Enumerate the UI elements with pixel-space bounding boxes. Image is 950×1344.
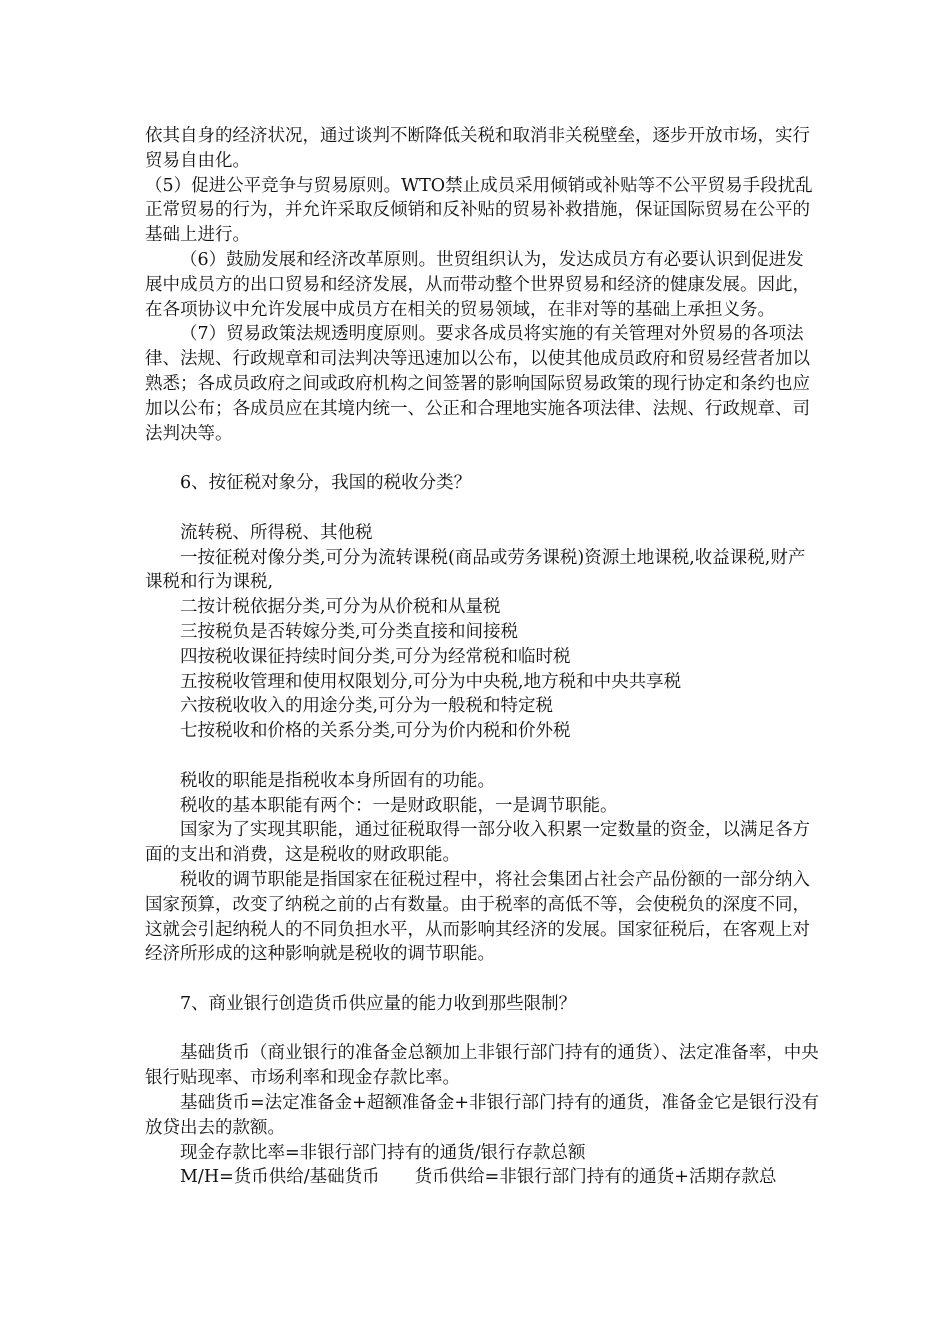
answer-6-item-5: 五按税收管理和使用权限划分,可分为中央税,地方税和中央共享税 [180,671,682,692]
question-6-heading: 6、按征税对象分，我国的税收分类？ [180,473,472,494]
answer-6-item-7: 七按税收和价格的关系分类,可分为价内税和价外税 [180,721,571,742]
question-7-heading: 7、商业银行创造货币供应量的能力收到那些限制？ [180,993,577,1014]
answer-6-item-4: 四按税收课征持续时间分类,可分为经常税和临时税 [180,646,571,667]
spacer [145,496,821,521]
answer-7-money-multiplier: M/H=货币供给/基础货币 货币供给=非银行部门持有的通货+活期存款总 [180,1167,777,1188]
document-body [145,124,821,1190]
paragraph-principle-7: （7）贸易政策法规透明度原则。要求各成员将实施的有关管理对外贸易的各项法律、法规、行政规章和司法判决等迅速加以公布，以使其他成员政府和贸易经营者加以熟悉；各成员政府之间或政府机构之间签署的影响国际贸易政策的现行协定和条约也应加以公布；各成员应在其境内统一、公正和合理地实施各项法律、法规、行政规章、司法判决等。 [145,324,810,444]
tax-regulatory-function: 税收的调节职能是指国家在征税过程中，将社会集团占社会产品份额的一部分纳入国家预算，改变了纳税之前的占有数量。由于税率的高低不等，会使税负的深度不同，这就会引起纳税人的不同负担水平，从而影响其经济的发展。国家征税后，在客观上对经济所形成的这种影响就是税收的调节职能。 [145,869,810,965]
paragraph-principle-6: （6）鼓励发展和经济改革原则。世贸组织认为，发达成员方有必要认识到促进发展中成员方的出口贸易和经济发展，从而带动整个世界贸易和经济的健康发展。因此，在各项协议中允许发展中成员方在相关的贸易领域，在非对等的基础上承担义务。 [145,249,810,320]
tax-fiscal-function: 国家为了实现其职能，通过征税取得一部分收入积累一定数量的资金，以满足各方面的支出和消费，这是税收的财政职能。 [145,820,810,866]
spacer [145,967,821,992]
answer-7-base-money: 基础货币=法定准备金+超额准备金+非银行部门持有的通货，准备金它是银行没有放贷出去的款额。 [145,1093,819,1138]
answer-6-summary: 流转税、所得税、其他税 [180,522,373,543]
tax-function-definition: 税收的职能是指税收本身所固有的功能。 [180,770,495,791]
answer-6-item-6: 六按税收收入的用途分类,可分为一般税和特定税 [180,696,554,717]
answer-6-item-2: 二按计税依据分类,可分为从价税和从量税 [180,597,501,618]
paragraph-principle-5: （5）促进公平竞争与贸易原则。WTO禁止成员采用倾销或补贴等不公平贸易手段扰乱正常贸易的行为，并允许采取反倾销和反补贴的贸易补救措施，保证国际贸易在公平的基础上进行。 [145,175,813,246]
spacer [145,446,821,471]
spacer [145,1017,821,1042]
answer-6-item-1: 一按征税对像分类,可分为流转课税(商品或劳务课税)资源土地课税,收益课税,财产课税和行为课税, [145,547,806,593]
spacer [145,744,821,769]
answer-7-factors: 基础货币（商业银行的准备金总额加上非银行部门持有的通货）、法定准备率，中央银行贴现率、市场利率和现金存款比率。 [145,1043,819,1089]
tax-basic-functions: 税收的基本职能有两个：一是财政职能，一是调节职能。 [180,795,618,816]
answer-7-cash-ratio: 现金存款比率=非银行部门持有的通货/银行存款总额 [180,1142,586,1163]
paragraph-continuation: 依其自身的经济状况，通过谈判不断降低关税和取消非关税壁垒，逐步开放市场，实行贸易自由化。 [145,126,810,171]
answer-6-item-3: 三按税负是否转嫁分类,可分类直接和间接税 [180,621,519,642]
